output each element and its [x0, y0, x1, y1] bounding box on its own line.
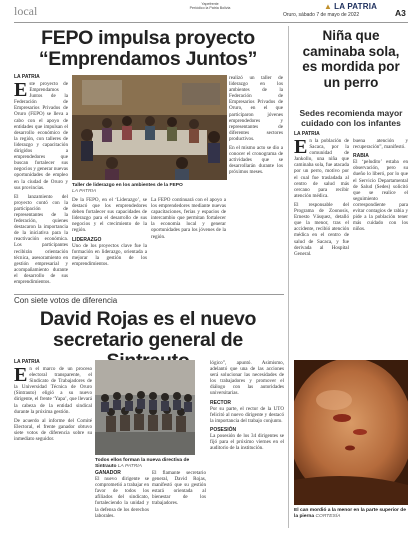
- story2-byline: LA PATRIA: [14, 359, 40, 365]
- story2-col1-cont: De acuerdo al informe del Comité Electoral, el frente ganador obtuvo siete votos de diferencia sobre su inmediato seguidor.: [14, 417, 92, 443]
- story-divider: [14, 294, 284, 295]
- story3-caption: [294, 508, 408, 519]
- header-line-1: Yapefrente: [201, 2, 219, 6]
- story1-col4-text: La FEPO continuará con el apoyo a los emprendedores mediante nuevas capacitaciones, ferias y espacios de intercambio que permitan fortalecer la economía local y generar oportunidades para los jóvenes de la región.: [151, 197, 226, 240]
- story1-col2-text: realizó un taller de liderazgo en los ambientes de la Federación de Empresarios Privados de Oruro, en el que participaron jóvenes emprendedores y representantes de diferentes sectores productivos.: [229, 75, 283, 142]
- page-number: A3: [395, 8, 406, 18]
- dateline: Oruro, sábado 7 de mayo de 2022: [283, 12, 360, 18]
- story3-col1-text: n la población de Sacaca, por la comunidad de Jankollo, una niña que caminaba sola, fue atacada por un perro, motivo por el cual fue trasladada al centro de salud más cercano para recibir atención médica.: [294, 138, 349, 199]
- story2-caption-text: Todos ellos forman la nueva directiva de Sintrauto: [95, 458, 190, 469]
- story3-photo: [294, 360, 408, 505]
- story1-caption-text: Taller de liderazgo en los ambientes de la FEPO: [72, 183, 183, 188]
- workshop-photo-illustration: [72, 75, 227, 180]
- logo-text: LA PATRIA: [334, 2, 378, 11]
- story2-column-1: [14, 366, 92, 528]
- story2-col2-text: El nuevo dirigente se comprometió a trabajar en favor de todos los afiliados del sindicato, fortaleciendo la unidad y la defensa de los derechos laborales.: [95, 476, 149, 519]
- story1-column-2: [229, 75, 283, 292]
- story2-subhead-posesion: POSESIÓN: [210, 426, 237, 433]
- story2-subhead-ganador: GANADOR: [95, 470, 121, 476]
- story3-column-2: [353, 138, 408, 356]
- story1-subhead-liderazgo: LIDERAZGO: [72, 236, 102, 243]
- story1-column-4: [151, 197, 226, 292]
- story1-caption-credit: LA PATRIA: [72, 188, 97, 194]
- story1-byline: LA PATRIA: [14, 74, 40, 80]
- story1-col1-cont: El lanzamiento del proyecto contó con la participación de representantes de la federación, quienes destacaron la importancia de la iniciativa para la reactivación económica. Los participantes recibirán orientación técnica, asesoramiento en gestión empresarial y acompañamiento durante el desarrollo de sus emprendimientos.: [14, 193, 68, 285]
- story1-col3-text: De la FEPO, en el ‘Liderazgo’, se destacó que los emprendedores deben fortalecer sus capacidades de liderazgo para el desarrollo de sus negocios y el crecimiento de la región.: [72, 197, 147, 234]
- story2-kicker: Con siete votos de diferencia: [14, 296, 118, 305]
- story3-caption-credit: CORTESÍA: [315, 513, 341, 519]
- story3-col1-cont: El responsable del Programa de Zoonosis, Ernesto Vásquez, detalló que la menor, tras el accidente, recibió atención médica en el centro de salud de Sacaca, y fue derivada al Hospital General.: [294, 201, 349, 257]
- story2-caption-credit: LA PATRIA: [117, 463, 142, 469]
- story2-col3-cont: Por su parte, el rector de la UTO felicitó al nuevo dirigente y destacó la importancia del trabajo conjunto.: [210, 405, 284, 424]
- story3-col2-cont: El ‘peludito’ estaba en observación, pero su dueño lo liberó, por lo que el Servicio Departamental de Salud (Sedes) solicitó que se realice el seguimiento correspondiente para evitar contagios de rabia y pide a la población tener más cuidado con los niños.: [353, 159, 408, 233]
- story1-dropcap: E: [14, 81, 28, 101]
- story3-caption-text: El can mordió a la menor en la parte superior de la pierna: [294, 508, 406, 519]
- story2-dropcap: E: [14, 366, 28, 386]
- story1-col3-cont: Uno de los proyectos clave fue la formación en liderazgo, orientada a mejorar la gestión de los emprendimientos.: [72, 242, 147, 267]
- story3-dropcap: E: [294, 138, 308, 158]
- group-photo-illustration: [95, 360, 195, 455]
- story1-caption: [72, 183, 227, 194]
- header-center-text: [160, 2, 260, 11]
- story2-column-2b: [152, 470, 206, 528]
- section-label: local: [14, 4, 38, 18]
- newspaper-logo: [324, 2, 377, 11]
- story2-col3-text: lógico”, apuntó. Asimismo, adelantó que una de las acciones será solucionar las necesidades de los trabajadores y promover el diálogo con las autoridades universitarias.: [210, 360, 284, 397]
- wound-photo-illustration: [294, 360, 408, 505]
- story1-column-1: [14, 81, 68, 292]
- story2-col1-text: n el marco de un proceso electoral transparente, el Sindicato de Trabajadores de la Universidad Técnica de Oruro (Sintrauto) eligió a su nuevo dirigente, el frente ‘Yapa’, que llevará la cabeza de la entidad sindical durante la próxima gestión.: [14, 366, 92, 415]
- story3-column-1: [294, 138, 349, 356]
- story2-subhead-rector: RECTOR: [210, 399, 232, 406]
- header-line-2: Periódico la Patria Bolivia: [189, 6, 231, 11]
- story2-photo: [95, 360, 195, 455]
- story2-column-2: [95, 470, 149, 528]
- story3-kicker: Sedes recomienda mayor cuidado con los infantes: [299, 108, 403, 128]
- story1-column-3: [72, 197, 147, 292]
- logo-mark-icon: ▲: [324, 2, 333, 11]
- story3-col2-text: buena atención y recuperación”, manifestó.: [353, 138, 408, 151]
- story2-col3-cont2: La posesión de los 34 dirigentes se fijó para el próximo viernes en el auditorio de la institución.: [210, 433, 284, 452]
- story1-headline: FEPO impulsa proyecto “Emprendamos Juntos”: [38, 27, 258, 70]
- story3-byline: LA PATRIA: [294, 131, 320, 137]
- story2-column-3: [210, 360, 284, 528]
- story1-photo: [72, 75, 227, 180]
- header-divider: [14, 22, 408, 23]
- story1-col2-cont: En el mismo acto se dio a conocer el cronograma de actividades que se desarrollarán durante los próximos meses.: [229, 145, 283, 176]
- story1-col1-text: ste proyecto de Emprendamos Juntos de la Federación de Empresarios Privados de Oruro (FEPO) se lleva a cabo con el apoyo de entidades que impulsan el desarrollo económico de la región, con talleres de liderazgo y capacitación dirigidos a emprendedores que buscan fortalecer sus negocios y generar nuevas oportunidades de empleo en la ciudad de Oruro y sus provincias.: [14, 81, 68, 191]
- story3-subhead-rabia: RABIA: [353, 153, 369, 160]
- column-divider: [288, 26, 289, 528]
- story2-col2-cont: El flamante secretario general, David Rojas, manifestó que su gestión estará orientada al bienestar de los trabajadores.: [152, 470, 206, 507]
- story2-headline: David Rojas es el nuevo secretario general de: [39, 308, 257, 351]
- story2-caption: [95, 458, 205, 469]
- story3-headline: Niña que caminaba sola, es mordida por un perro: [302, 28, 400, 90]
